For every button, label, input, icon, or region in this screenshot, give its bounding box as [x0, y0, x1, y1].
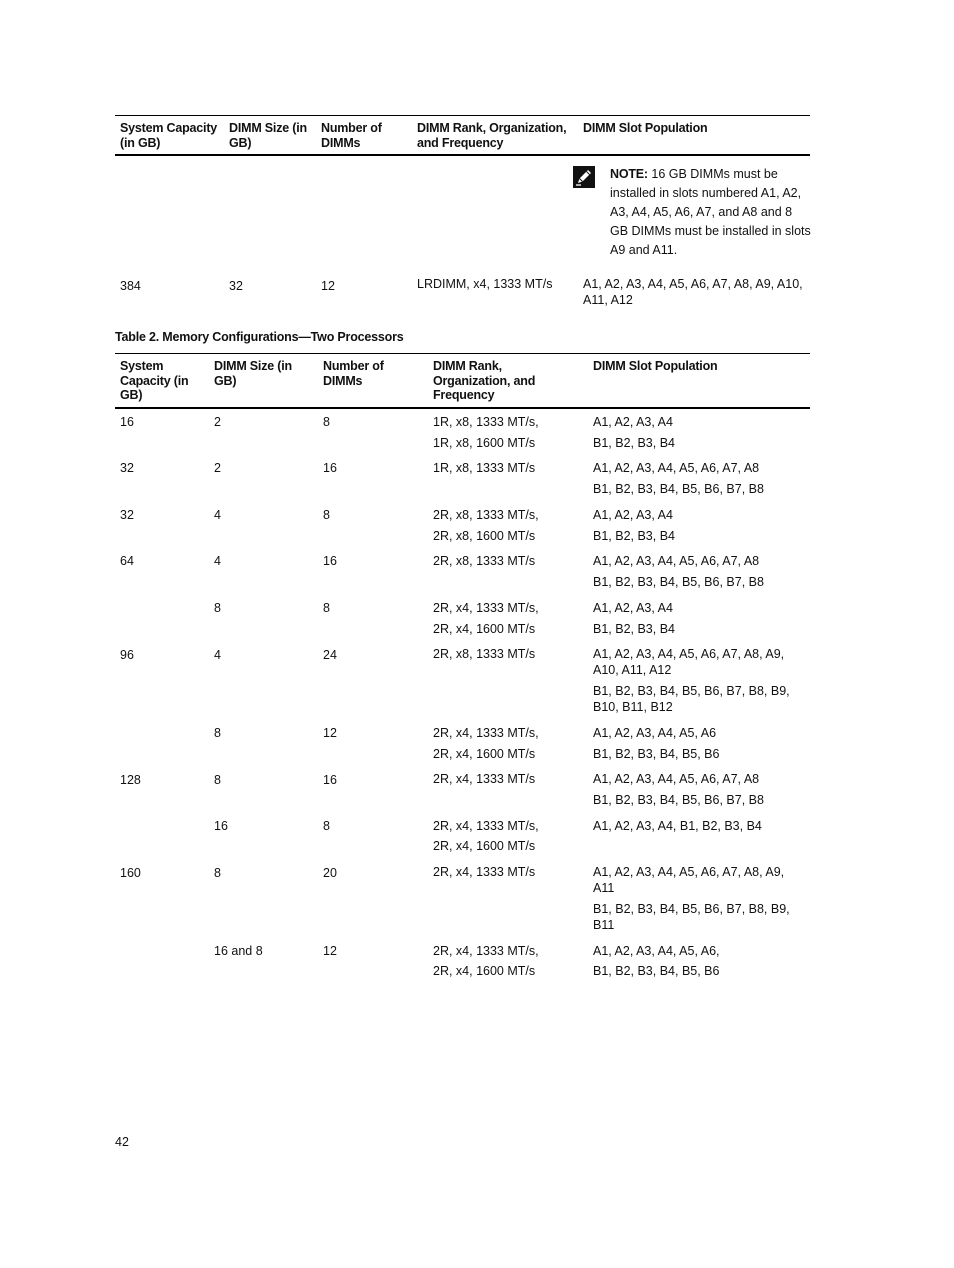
table-cell-capacity: 16 — [120, 415, 134, 429]
table-cell-slots: A1, A2, A3, A4, A5, A6, A7, A8, A9, A11 — [593, 865, 785, 895]
table-cell-rank: 2R, x8, 1333 MT/s — [433, 554, 536, 568]
table-cell-dimm-size: 16 — [214, 819, 228, 833]
table-cell-slots: A1, A2, A3, A4 — [593, 508, 673, 522]
table-cell-slots: A1, A2, A3, A4, A5, A6, — [593, 944, 720, 958]
table-cell-rank: 1R, x8, 1600 MT/s — [433, 436, 536, 450]
table-cell-rank: 2R, x4, 1333 MT/s — [433, 772, 536, 786]
table2-header-capacity: System Capacity (in GB) — [120, 359, 189, 402]
table1-header-capacity: System Capacity (in GB) — [120, 121, 218, 150]
table2-header-rank: DIMM Rank, Organization, and Frequency — [433, 359, 536, 402]
table-cell-slots: A1, A2, A3, A4 — [593, 601, 673, 615]
table-cell-slots: B1, B2, B3, B4, B5, B6 — [593, 964, 720, 978]
table2-header-rule — [115, 407, 810, 409]
table-cell-dimm-size: 4 — [214, 554, 221, 568]
table-cell-count: 8 — [323, 601, 330, 615]
note-label: NOTE: — [610, 167, 648, 181]
table1-row-capacity: 384 — [120, 279, 141, 293]
table-cell-capacity: 32 — [120, 461, 134, 475]
table-cell-rank: 2R, x4, 1600 MT/s — [433, 839, 536, 853]
table-cell-capacity: 96 — [120, 648, 134, 662]
table2-caption: Table 2. Memory Configurations—Two Processors — [115, 330, 404, 344]
table-cell-slots: B1, B2, B3, B4 — [593, 529, 675, 543]
table-cell-capacity: 160 — [120, 866, 141, 880]
table1-row-rank: LRDIMM, x4, 1333 MT/s — [417, 277, 553, 291]
table-cell-slots: B1, B2, B3, B4 — [593, 436, 675, 450]
table-cell-count: 20 — [323, 866, 337, 880]
table-cell-dimm-size: 2 — [214, 415, 221, 429]
table-cell-count: 8 — [323, 819, 330, 833]
table-cell-slots: A1, A2, A3, A4, B1, B2, B3, B4 — [593, 819, 762, 833]
table-cell-capacity: 64 — [120, 554, 134, 568]
table-cell-slots: B1, B2, B3, B4 — [593, 622, 675, 636]
table-cell-rank: 2R, x4, 1333 MT/s — [433, 865, 536, 879]
table-cell-dimm-size: 8 — [214, 866, 221, 880]
table-cell-count: 24 — [323, 648, 337, 662]
table-cell-dimm-size: 4 — [214, 648, 221, 662]
table-cell-rank: 2R, x4, 1333 MT/s, — [433, 819, 539, 833]
table-cell-count: 8 — [323, 415, 330, 429]
table-cell-count: 8 — [323, 508, 330, 522]
table-cell-rank: 2R, x4, 1600 MT/s — [433, 747, 536, 761]
table-cell-rank: 2R, x4, 1600 MT/s — [433, 622, 536, 636]
note-text — [610, 165, 812, 260]
note-pencil-icon — [573, 166, 595, 188]
table-cell-rank: 1R, x8, 1333 MT/s, — [433, 415, 539, 429]
table-cell-rank: 2R, x4, 1333 MT/s, — [433, 601, 539, 615]
table2-header-count: Number of DIMMs — [323, 359, 384, 388]
table1-header-rule — [115, 154, 810, 156]
table-cell-dimm-size: 2 — [214, 461, 221, 475]
table1-header-slots: DIMM Slot Population — [583, 121, 708, 135]
table-cell-rank: 1R, x8, 1333 MT/s — [433, 461, 536, 475]
table-cell-rank: 2R, x4, 1333 MT/s, — [433, 726, 539, 740]
table-cell-slots: A1, A2, A3, A4 — [593, 415, 673, 429]
table-cell-slots: B1, B2, B3, B4, B5, B6, B7, B8, B9, B10, B11, B12 — [593, 684, 790, 714]
table-cell-dimm-size: 8 — [214, 601, 221, 615]
table1-header-dimm-size: DIMM Size (in GB) — [229, 121, 307, 150]
table-cell-slots: B1, B2, B3, B4, B5, B6, B7, B8 — [593, 575, 764, 589]
page-number: 42 — [115, 1135, 129, 1149]
table-cell-slots: A1, A2, A3, A4, A5, A6, A7, A8 — [593, 554, 760, 568]
table-cell-rank: 2R, x4, 1600 MT/s — [433, 964, 536, 978]
table1-header-count: Number of DIMMs — [321, 121, 382, 150]
table-cell-rank: 2R, x8, 1600 MT/s — [433, 529, 536, 543]
table-cell-count: 12 — [323, 944, 337, 958]
table2-top-rule — [115, 353, 810, 354]
table-cell-capacity: 128 — [120, 773, 141, 787]
table-cell-slots: B1, B2, B3, B4, B5, B6 — [593, 747, 720, 761]
table2-header-slots: DIMM Slot Population — [593, 359, 718, 373]
table-cell-rank: 2R, x4, 1333 MT/s, — [433, 944, 539, 958]
table-cell-dimm-size: 8 — [214, 773, 221, 787]
table-cell-dimm-size: 16 and 8 — [214, 944, 263, 958]
table-cell-count: 16 — [323, 461, 337, 475]
note-body: 16 GB DIMMs must be installed in slots numbered A1, A2, A3, A4, A5, A6, A7, and A8 and 8 GB DIMMs must be installed in slots A9 and A11. — [610, 167, 811, 257]
table-cell-capacity: 32 — [120, 508, 134, 522]
table-cell-slots: A1, A2, A3, A4, A5, A6 — [593, 726, 717, 740]
table1-row-count: 12 — [321, 279, 335, 293]
table-cell-dimm-size: 8 — [214, 726, 221, 740]
table-cell-count: 16 — [323, 773, 337, 787]
table1-header-rank: DIMM Rank, Organization, and Frequency — [417, 121, 567, 150]
table-cell-slots: A1, A2, A3, A4, A5, A6, A7, A8, A9, A10, A11, A12 — [593, 647, 785, 677]
table-cell-dimm-size: 4 — [214, 508, 221, 522]
table1-top-rule — [115, 115, 810, 116]
table-cell-slots: A1, A2, A3, A4, A5, A6, A7, A8 — [593, 772, 760, 786]
table-cell-slots: B1, B2, B3, B4, B5, B6, B7, B8 — [593, 793, 764, 807]
table1-row-dimm-size: 32 — [229, 279, 243, 293]
table1-row-slots: A1, A2, A3, A4, A5, A6, A7, A8, A9, A10, A11, A12 — [583, 277, 803, 307]
table-cell-slots: B1, B2, B3, B4, B5, B6, B7, B8, B9, B11 — [593, 902, 790, 932]
table-cell-slots: B1, B2, B3, B4, B5, B6, B7, B8 — [593, 482, 764, 496]
table-cell-rank: 2R, x8, 1333 MT/s, — [433, 508, 539, 522]
table-cell-slots: A1, A2, A3, A4, A5, A6, A7, A8 — [593, 461, 760, 475]
table-cell-count: 16 — [323, 554, 337, 568]
table-cell-rank: 2R, x8, 1333 MT/s — [433, 647, 536, 661]
table2-header-dimm-size: DIMM Size (in GB) — [214, 359, 292, 388]
table-cell-count: 12 — [323, 726, 337, 740]
